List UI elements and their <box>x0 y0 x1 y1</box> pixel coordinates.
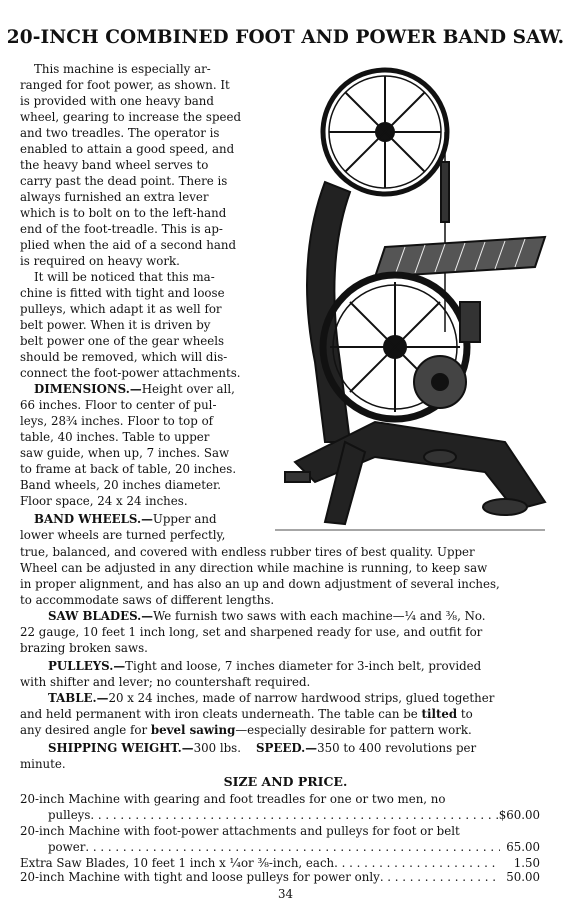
price-item-label: Extra Saw Blades, 10 feet 1 inch x ¼or ⅜-inch, each <box>20 856 335 870</box>
price-value: 1.50 <box>513 856 540 870</box>
text-span: any desired angle for <box>20 723 148 737</box>
dimensions-line <box>34 382 235 396</box>
text-line: chine is fitted with tight and loose <box>20 286 225 300</box>
text-line: to frame at back of table, 20 inches. <box>20 462 237 476</box>
saw-blades-heading: SAW BLADES.— <box>48 609 154 623</box>
price-value: $60.00 <box>498 808 540 822</box>
text-span: bevel sawing <box>150 723 236 737</box>
text-line: belt power. When it is driven by <box>20 318 211 332</box>
text-line: in proper alignment, and has also an up and down adjustment of several inches, <box>20 577 500 591</box>
text-line: ranged for foot power, as shown. It <box>20 78 230 92</box>
price-row <box>20 856 540 870</box>
text-span: —especially desirable for pattern work. <box>235 723 472 737</box>
text-line: connect the foot-power attachments. <box>20 366 241 380</box>
page-number: 34 <box>277 887 293 901</box>
text-line: It will be noticed that this ma- <box>34 270 215 284</box>
size-price-heading: SIZE AND PRICE. <box>223 774 348 789</box>
text-line: which is to bolt on to the left-hand <box>20 206 227 220</box>
leader-dots <box>334 856 500 870</box>
text-span: 20 x 24 inches, made of narrow hardwood strips, glued together <box>108 691 495 705</box>
price-row <box>20 870 540 884</box>
text-line: should be removed, which will dis- <box>20 350 228 364</box>
text-line: saw guide, when up, 7 inches. Saw <box>20 446 230 460</box>
text-line: end of the foot-treadle. This is ap- <box>20 222 223 236</box>
text-line: table, 40 inches. Table to upper <box>20 430 210 444</box>
band-saw-illustration <box>255 62 555 532</box>
text-line: belt power one of the gear wheels <box>20 334 225 348</box>
saw-blades-line <box>48 609 486 623</box>
dimensions-heading: DIMENSIONS.— <box>34 382 142 396</box>
pulleys-line <box>48 659 481 673</box>
text-span: tilted <box>421 707 458 721</box>
leader-dots <box>380 870 500 884</box>
price-row <box>20 840 540 854</box>
price-item-label: 20-inch Machine with tight and loose pulleys for power only <box>20 870 380 884</box>
text-line: is required on heavy work. <box>20 254 180 268</box>
shipping-weight-heading: SHIPPING WEIGHT.— <box>48 741 194 755</box>
leader-dots <box>85 840 500 854</box>
text-line: carry past the dead point. There is <box>20 174 228 188</box>
band-wheels-line <box>34 512 217 526</box>
text-line: always furnished an extra lever <box>20 190 209 204</box>
price-item-line: 20-inch Machine with gearing and foot treadles for one or two men, no <box>20 792 446 806</box>
text-line: Band wheels, 20 inches diameter. <box>20 478 222 492</box>
text-line: and two treadles. The operator is <box>20 126 220 140</box>
text-line: the heavy band wheel serves to <box>20 158 209 172</box>
text-line: leys, 28¾ inches. Floor to top of <box>20 414 214 428</box>
price-item-line: 20-inch Machine with foot-power attachments and pulleys for foot or belt <box>20 824 460 838</box>
text-line: pulleys, which adapt it as well for <box>20 302 222 316</box>
text-line: Floor space, 24 x 24 inches. <box>20 494 188 508</box>
text-line: Wheel can be adjusted in any direction while machine is running, to keep saw <box>20 561 488 575</box>
text-line: plied when the aid of a second hand <box>20 238 237 252</box>
text-span: to <box>460 707 473 721</box>
table-heading: TABLE.— <box>48 691 109 705</box>
text-line <box>20 723 472 737</box>
price-value: 65.00 <box>506 840 540 854</box>
price-item-label: power <box>48 840 86 854</box>
text-line <box>20 707 473 721</box>
text-line: wheel, gearing to increase the speed <box>20 110 242 124</box>
text-line: is provided with one heavy band <box>20 94 214 108</box>
text-line: minute. <box>20 757 66 771</box>
text-line: to accommodate saws of different lengths. <box>20 593 275 607</box>
text-span: 350 to 400 revolutions per <box>317 741 477 755</box>
text-span: and held permanent with iron cleats underneath. The table can be <box>20 707 418 721</box>
text-span: 300 lbs. <box>193 741 241 755</box>
band-wheels-heading: BAND WHEELS.— <box>34 512 153 526</box>
text-line: brazing broken saws. <box>20 641 148 655</box>
text-line: enabled to attain a good speed, and <box>20 142 235 156</box>
text-line: lower wheels are turned perfectly, <box>20 528 226 542</box>
text-span: We furnish two saws with each machine—¼ and ⅜, No. <box>153 609 486 623</box>
leader-dots <box>90 808 498 822</box>
text-span: Tight and loose, 7 inches diameter for 3-inch belt, provided <box>125 659 482 673</box>
text-span: Height over all, <box>141 382 235 396</box>
text-line: true, balanced, and covered with endless rubber tires of best quality. Upper <box>20 545 475 559</box>
text-line: 66 inches. Floor to center of pul- <box>20 398 217 412</box>
text-line: 22 gauge, 10 feet 1 inch long, set and sharpened ready for use, and outfit for <box>20 625 483 639</box>
pulleys-heading: PULLEYS.— <box>48 659 126 673</box>
text-line: with shifter and lever; no countershaft required. <box>20 675 311 689</box>
speed-heading: SPEED.— <box>255 741 318 755</box>
table-line <box>48 691 494 705</box>
page-title: 20-INCH COMBINED FOOT AND POWER BAND SAW. <box>6 27 565 48</box>
shipping-speed-line <box>48 741 476 755</box>
price-row <box>20 808 540 822</box>
text-span: Upper and <box>152 512 217 526</box>
price-item-label: pulleys <box>48 808 91 822</box>
price-value: 50.00 <box>506 870 540 884</box>
text-line: This machine is especially ar- <box>34 62 211 76</box>
